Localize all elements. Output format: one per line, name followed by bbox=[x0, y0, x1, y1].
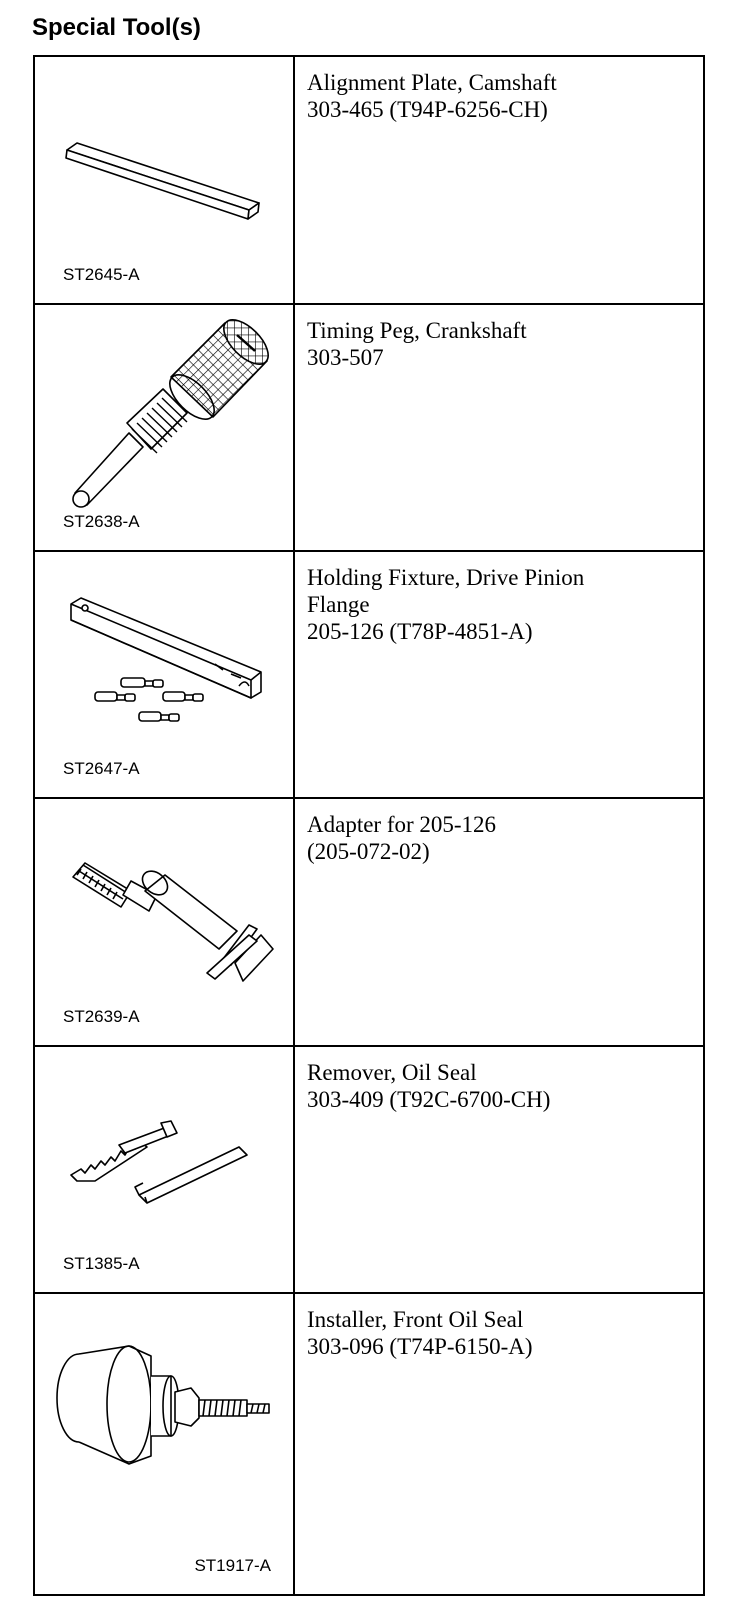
tool-description bbox=[307, 317, 695, 371]
oil-seal-installer-icon bbox=[35, 1294, 293, 1594]
tool-name: Holding Fixture, Drive Pinion bbox=[307, 565, 585, 590]
tool-part-number: 303-507 bbox=[307, 345, 384, 370]
table-row bbox=[35, 57, 703, 305]
tool-part-number: 303-465 (T94P-6256-CH) bbox=[307, 97, 548, 122]
tool-code: ST1917-A bbox=[194, 1556, 271, 1575]
table-row bbox=[35, 1047, 703, 1294]
table-row bbox=[35, 1294, 703, 1594]
tool-description bbox=[307, 564, 695, 645]
tool-code: ST1385-A bbox=[63, 1254, 140, 1273]
tool-description bbox=[307, 1306, 695, 1360]
tool-code: ST2647-A bbox=[63, 759, 140, 778]
table-row bbox=[35, 799, 703, 1047]
tool-name: Installer, Front Oil Seal bbox=[307, 1307, 524, 1332]
tool-part-number: 205-126 (T78P-4851-A) bbox=[307, 619, 533, 644]
tool-part-number: 303-096 (T74P-6150-A) bbox=[307, 1334, 533, 1359]
special-tools-table bbox=[33, 55, 705, 1596]
table-row bbox=[35, 552, 703, 799]
tool-image-cell bbox=[35, 57, 295, 303]
tool-name: Adapter for 205-126 bbox=[307, 812, 497, 837]
table-row bbox=[35, 305, 703, 552]
tool-code: ST2645-A bbox=[63, 265, 140, 284]
tool-code: ST2638-A bbox=[63, 512, 140, 531]
tool-part-number: 303-409 (T92C-6700-CH) bbox=[307, 1087, 551, 1112]
tool-code: ST2639-A bbox=[63, 1007, 140, 1026]
tool-description bbox=[307, 811, 695, 865]
tool-image-cell bbox=[35, 305, 295, 550]
tool-name: Timing Peg, Crankshaft bbox=[307, 318, 527, 343]
tool-name: Remover, Oil Seal bbox=[307, 1060, 477, 1085]
tool-description bbox=[307, 1059, 695, 1113]
tool-description bbox=[307, 69, 695, 123]
tool-image-cell bbox=[35, 552, 295, 797]
tool-image-cell bbox=[35, 1047, 295, 1292]
tool-name-continued: Flange bbox=[307, 592, 370, 617]
tool-part-number: (205-072-02) bbox=[307, 839, 430, 864]
tool-image-cell bbox=[35, 799, 295, 1045]
tool-name: Alignment Plate, Camshaft bbox=[307, 70, 557, 95]
page-title: Special Tool(s) bbox=[32, 14, 201, 41]
tool-image-cell bbox=[35, 1294, 295, 1594]
